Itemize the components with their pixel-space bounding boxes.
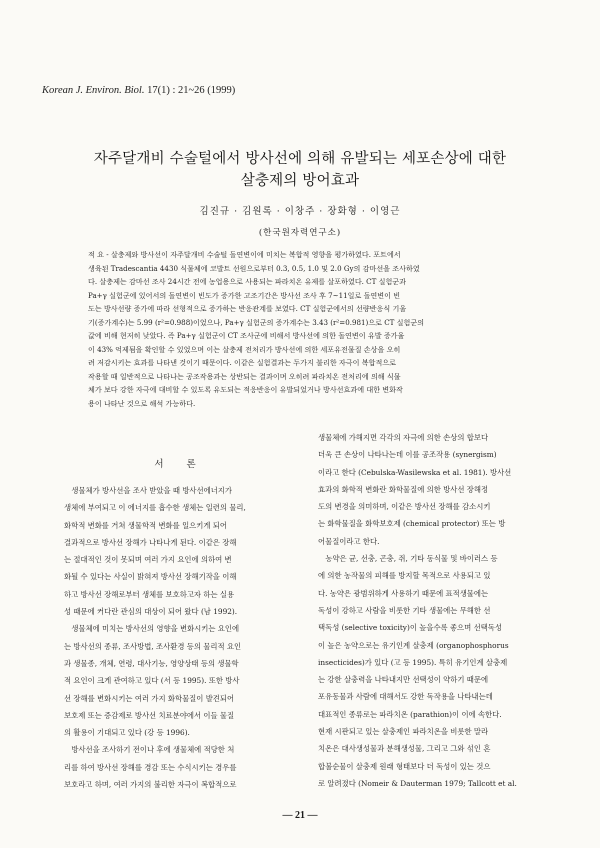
intro-left-column xyxy=(64,456,296,793)
body-text-line: 택독성 (selective toxicity)이 높을수록 좋으며 선택독성 xyxy=(318,623,502,633)
body-text-line: 대표적인 종류로는 파라치온 (parathion)이 이에 속한다. xyxy=(318,709,502,719)
body-text-line: 독성이 강하고 사람을 비롯한 기타 생물에는 무해한 선 xyxy=(318,605,491,615)
body-text-line: 이라고 한다 (Cebulska-Wasilewska et al. 1981). 방사선 xyxy=(318,467,512,477)
abstract-line: 값에 비해 현저히 낮았다. 즉 Pa+γ 실험군이 CT 조사군에 비해서 방사선에 의한 돌연변이 유발 증가율 xyxy=(88,331,405,341)
body-text-line: 의 활용이 기대되고 있다 (강 등 1996). xyxy=(64,728,190,738)
abstract-line: 작용할 때 일반적으로 나타나는 공조작용과는 상반되는 결과이며 오히려 파라치온 전처리에 의해 식물 xyxy=(88,371,401,381)
body-text-line: 는 강한 살충력을 나타내지만 선택성이 약하기 때문에 xyxy=(318,675,489,685)
body-text-line: 생물체가 방사선을 조사 받았을 때 방사선에너지가 xyxy=(64,486,232,495)
abstract-line: 적 요 - 살충제와 방사선이 자주달개비 수술털 돌연변이에 미치는 복합적 영향을 평가하였다. 포트에서 xyxy=(88,250,401,259)
body-text-line: 화될 수 있다는 사실이 밝혀져 방사선 장해기작을 이해 xyxy=(64,572,237,582)
paper-title xyxy=(60,148,540,192)
title-line-2: 살충제의 방어효과 xyxy=(240,173,360,189)
journal-volume-pages: 17(1) : 21~26 (1999) xyxy=(147,85,236,96)
abstract-line: 용이 나타난 것으로 해석 가능하다. xyxy=(88,399,196,409)
body-text-line: 에 의한 농작물의 피해를 방지할 목적으로 사용되고 있 xyxy=(318,571,491,581)
body-text-line: 성 때문에 커다란 관심의 대상이 되어 왔다 (남 1992). xyxy=(64,607,238,617)
title-line-1: 자주달개비 수술털에서 방사선에 의해 유발되는 세포손상에 대한 xyxy=(93,151,507,167)
body-text-line: 방사선을 조사하기 전이나 후에 생물체에 적당한 처 xyxy=(64,745,235,755)
abstract-line: 이 43% 억제됨을 확인할 수 있었으며 이는 살충제 전처리가 방사선에 의한 세포유전물질 손상을 오히 xyxy=(88,344,401,354)
body-text-line: 생물체에 가해지면 각각의 자극에 의한 손상의 합보다 xyxy=(318,433,489,442)
body-text-line: 화학적 변화를 거쳐 생물학적 변화를 일으키게 되어 xyxy=(64,520,227,530)
body-text-line: 이 높은 농약으로는 유기인계 살충제 (organophosphorus xyxy=(318,640,509,650)
body-text-line: 도의 변경을 의미하며, 이같은 방사선 장해를 감소시키 xyxy=(318,502,491,512)
abstract-line: 생육된 Tradescantia 4430 식물체에 코발트 선원으로부터 0.3, 0.5, 1.0 및 2.0 Gy의 감마선을 조사하였 xyxy=(88,263,420,273)
abstract-line: 체가 보다 강한 자극에 대비할 수 있도록 유도되는 적응반응이 유발되었거나 방사선효과에 대한 변화작 xyxy=(88,385,403,395)
body-text-line: 는 화학물질을 화학보호제 (chemical protector) 또는 방 xyxy=(318,519,506,529)
body-text-line: 효과의 화학적 변화란 화학물질에 의한 방사선 장해정 xyxy=(318,484,489,494)
body-text-line: 리를 하여 방사선 장해를 경감 또는 수식시키는 경우를 xyxy=(64,762,237,772)
abstract-line: 다. 살충제는 감마선 조사 24시간 전에 농업용으로 사용되는 파라치온 유제를 살포하였다. CT 실험군과 xyxy=(88,277,407,287)
body-text-line: 과 생물종, 개체, 연령, 대사기능, 영양상태 등의 생물학 xyxy=(64,658,239,668)
body-text-line: 는 방사선의 종류, 조사방법, 조사환경 등의 물리적 요인 xyxy=(64,641,242,651)
body-text-line: 더욱 큰 손상이 나타나는데 이를 공조작용 (synergism) xyxy=(318,450,497,460)
body-text-line: insecticides)가 있다 (고 등 1995). 특히 유기인계 살충제 xyxy=(318,657,508,667)
body-text-line: 어물질이라고 한다. xyxy=(318,536,380,546)
body-text-line: 생물체에 미치는 방사선의 영향을 변화시키는 요인에 xyxy=(64,624,240,634)
journal-citation xyxy=(42,85,235,96)
body-text-line: 하고 방사선 장해로부터 생체를 보호하고자 하는 실용 xyxy=(64,589,235,599)
section-heading-intro: 서 론 xyxy=(154,459,206,470)
abstract-line: 도는 방사선량 증가에 따라 선형적으로 증가하는 반응관계를 보였다. CT 실험군에서의 선량반응식 기울 xyxy=(88,304,407,314)
page-number: — 21 — xyxy=(282,810,318,821)
abstract xyxy=(88,248,508,411)
authors: 김진규 · 김원록 · 이창주 · 장화형 · 이영근 xyxy=(199,206,401,217)
body-text-line: 합불순물이 살충제 원래 형태보다 더 독성이 있는 것으 xyxy=(318,761,491,771)
body-text-line: 현재 시판되고 있는 살충제인 파라치온을 비롯한 말라 xyxy=(318,727,489,737)
body-text-line: 보호제 또는 증감제로 방사선 치료분야에서 이들 물질 xyxy=(64,710,235,720)
body-text-line: 결과적으로 방사선 장해가 나타나게 된다. 이같은 장해 xyxy=(64,537,237,547)
body-text-line: 보호라고 하며, 여러 가지의 불리한 자극이 복합적으로 xyxy=(64,780,237,790)
body-text-line: 는 절대적인 것이 못되며 여러 가지 요인에 의하여 변 xyxy=(64,555,232,565)
body-text-line: 로 알려졌다 (Nomeir & Dauterman 1979; Tallcott et al. xyxy=(318,778,517,788)
body-text-line: 선 장해를 변화시키는 여러 가지 화학물질이 발견되어 xyxy=(64,693,235,703)
intro-right-column xyxy=(318,429,550,792)
body-text-line: 치온은 대사생성물과 분해생성물, 그리고 그와 섞인 혼 xyxy=(318,744,491,754)
abstract-line: 기(증가계수)는 5.99 (r²=0.988)이었으나, Pa+γ 실험군의 증가계수는 3.43 (r²=0.981)으로 CT 실험군의 xyxy=(88,317,425,327)
body-text-line: 생체에 부여되고 이 에너지를 흡수한 생체는 일련의 물리, xyxy=(64,503,246,513)
body-text-line: 다. 농약은 광범위하게 사용하기 때문에 표적생물에는 xyxy=(318,588,489,598)
affiliation: (한국원자력연구소) xyxy=(258,228,342,238)
body-text-line: 포유동물과 사람에 대해서도 강한 독작용을 나타내는데 xyxy=(318,692,493,702)
body-text-line: 농약은 균, 선충, 곤충, 쥐, 기타 동식물 및 바이러스 등 xyxy=(318,554,498,564)
abstract-line: Pa+γ 실험군에 있어서의 돌연변이 빈도가 증가한 고조기간은 방사선 조사 후 7~11일로 돌연변이 빈 xyxy=(88,290,401,300)
abstract-line: 려 저감시키는 효과를 나타낸 것이기 때문이다. 이같은 실험결과는 두가지 불리한 자극이 복합적으로 xyxy=(88,358,397,368)
journal-name: Korean J. Environ. Biol. xyxy=(42,85,145,96)
body-text-line: 적 요인이 크게 관여하고 있다 (서 등 1995). 또한 방사 xyxy=(64,676,240,686)
